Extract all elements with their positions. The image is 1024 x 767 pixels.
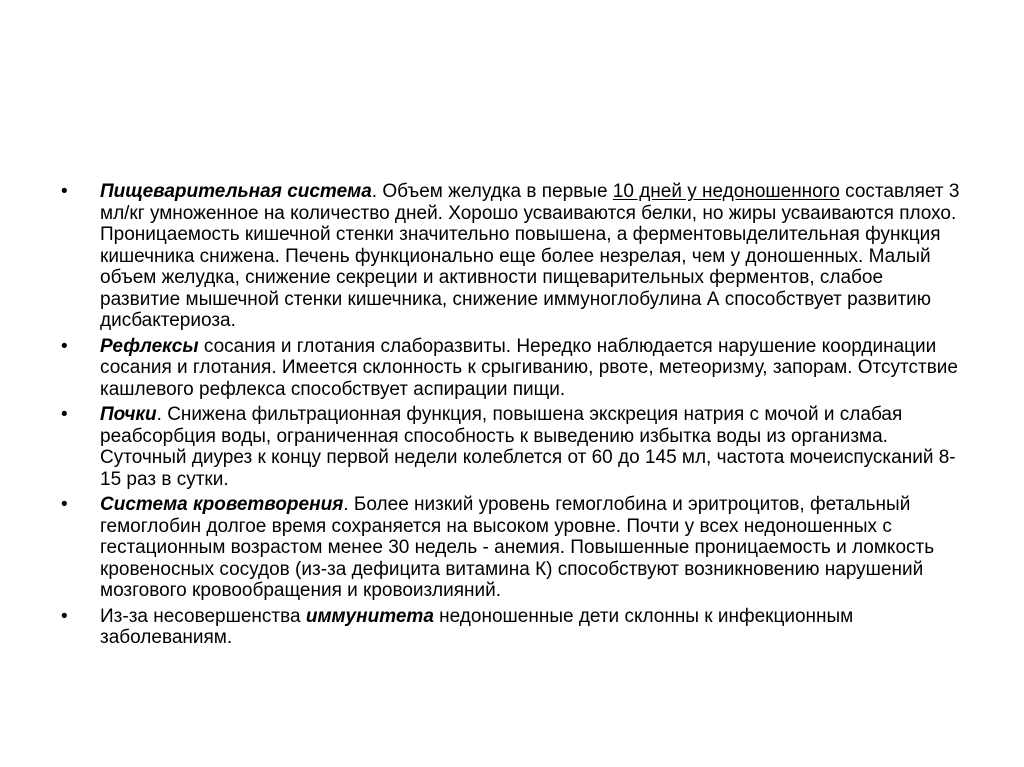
list-item-hematopoietic-system bbox=[58, 494, 968, 602]
item-text: Из-за несовершенства bbox=[100, 605, 306, 627]
item-text: недоношенные дети склонны к инфекционным заболеваниям. bbox=[100, 605, 854, 648]
item-text: . Снижена фильтрационная функция, повышена экскреция натрия с мочой и слабая реабсорбция воды, ограниченная способность к выведению избытка воды из организма. Суточный диурез к концу первой недели колеблется от 60 до 145 мл, частота мочеиспусканий 8-15 раз в сутки. bbox=[100, 404, 956, 490]
bullet-icon: • bbox=[61, 494, 68, 515]
term-digestive-system: Пищеварительная система bbox=[100, 181, 372, 202]
underlined-phrase: 10 дней у недоношенного bbox=[612, 181, 840, 202]
list-item-immunity bbox=[58, 606, 968, 649]
bullet-icon: • bbox=[61, 404, 68, 425]
bullet-icon: • bbox=[61, 181, 68, 202]
term-immunity: иммунитета bbox=[305, 605, 434, 627]
item-text: сосания и глотания слаборазвиты. Нередко наблюдается нарушение координации сосания и глотания. Имеется склонность к срыгиванию, рвоте, метеоризму, запорам. Отсутствие кашлевого рефлекса способствует аспирации пищи. bbox=[100, 335, 958, 400]
bullet-icon: • bbox=[61, 335, 68, 357]
list-item-reflexes bbox=[58, 336, 968, 401]
term-reflexes: Рефлексы bbox=[100, 335, 199, 357]
bullet-list bbox=[58, 181, 968, 653]
bullet-icon: • bbox=[61, 605, 68, 627]
item-text: составляет 3 мл/кг умноженное на количество дней. Хорошо усваиваются белки, но жиры усваиваются плохо. Проницаемость кишечной стенки значительно повышена, а ферментовыделительная функция кишечника снижена. Печень функционально еще более незрелая, чем у доношенных. Малый объем желудка, снижение секреции и активности пищеварительных ферментов, слабое развитие мышечной стенки кишечника, снижение иммуноглобулина А способствует развитию дисбактериоза. bbox=[100, 181, 960, 331]
item-text: . Объем желудка в первые bbox=[371, 181, 613, 202]
term-kidneys: Почки bbox=[100, 404, 157, 425]
list-item-digestive-system bbox=[58, 181, 968, 332]
item-text: . Более низкий уровень гемоглобина и эритроцитов, фетальный гемоглобин долгое время сохраняется на высоком уровне. Почти у всех недоношенных с гестационным возрастом менее 30 недель - анемия. Повышенные проницаемость и ломкость кровеносных сосудов (из-за дефицита витамина К) способствуют возникновению нарушений мозгового кровообращения и кровоизлияний. bbox=[100, 494, 935, 601]
term-hematopoietic-system: Система кроветворения bbox=[100, 494, 344, 515]
list-item-kidneys bbox=[58, 404, 968, 490]
